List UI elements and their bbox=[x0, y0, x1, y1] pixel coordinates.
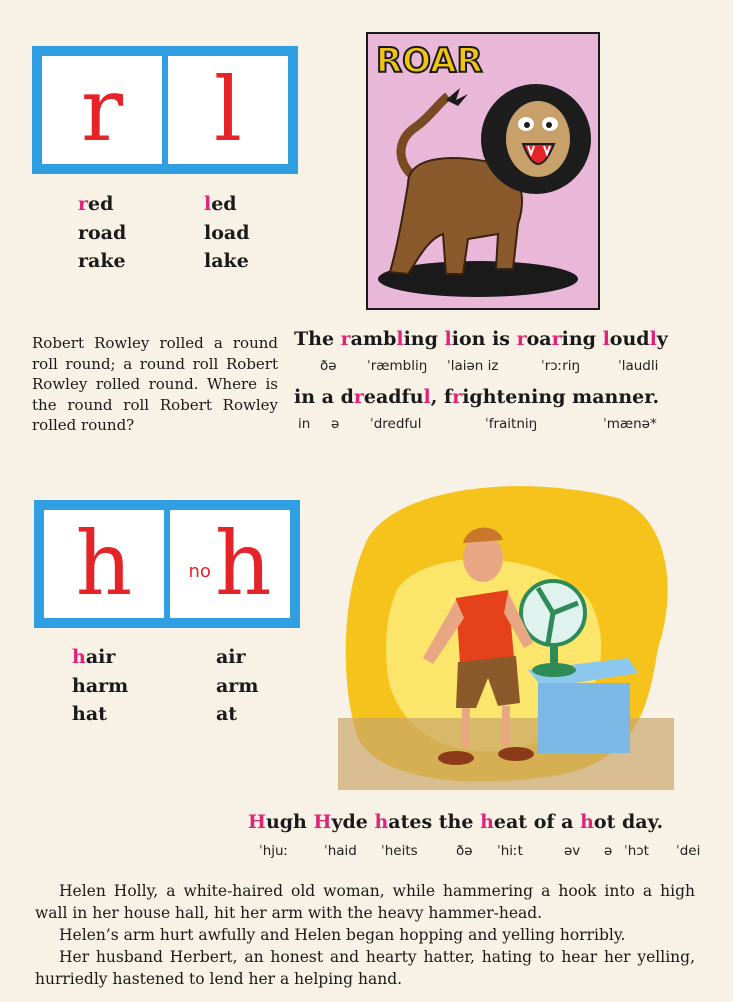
r-letter: r bbox=[80, 58, 124, 161]
hot-day-illustration bbox=[338, 478, 674, 790]
l-letter-cell bbox=[168, 56, 288, 164]
word-rake: rake bbox=[78, 250, 126, 272]
rl-letter-box bbox=[32, 46, 298, 174]
lion-sentence-line1: The rambling lion is roaring loudly bbox=[294, 328, 668, 350]
no-h-letter: h bbox=[214, 512, 272, 615]
roar-text: ROAR bbox=[376, 41, 483, 81]
word-arm: arm bbox=[216, 674, 259, 697]
robert-rowley-paragraph: Robert Rowley rolled a round roll round; a round roll Robert Rowley rolled round. Where is the round roll Robert Rowley rolled round? bbox=[32, 334, 278, 434]
word-load: load bbox=[204, 221, 250, 244]
word-led: led bbox=[204, 193, 237, 215]
word-red: red bbox=[78, 193, 114, 215]
word-road: road bbox=[78, 221, 127, 244]
word-air: air bbox=[216, 646, 246, 668]
lion-sentence-line2: in a dreadful, frightening manner. bbox=[294, 386, 660, 408]
h-letter: h bbox=[75, 512, 133, 615]
word-harm: harm bbox=[72, 674, 129, 697]
story-paragraph-1: Helen Holly, a white-haired old woman, while hammering a hook into a high wall in her house hall, hit her arm with the heavy hammer-head. bbox=[35, 882, 695, 922]
h-letter-box bbox=[34, 500, 300, 628]
helen-holly-story bbox=[35, 880, 695, 990]
lion-illustration bbox=[366, 32, 600, 310]
no-h-word-list bbox=[216, 643, 258, 729]
story-paragraph-3: Her husband Herbert, an honest and hearty hatter, hating to hear her yelling, hurriedly hastened to lend her a helping hand. bbox=[35, 948, 695, 988]
word-lake: lake bbox=[204, 250, 249, 272]
r-word-list bbox=[78, 190, 126, 276]
h-letter-cell bbox=[44, 510, 164, 618]
no-label: no bbox=[188, 560, 211, 582]
word-hair: hair bbox=[72, 646, 116, 668]
word-at: at bbox=[216, 703, 238, 725]
h-word-list bbox=[72, 643, 128, 729]
l-word-list bbox=[204, 190, 250, 276]
story-paragraph-2: Helen’s arm hurt awfully and Helen began hopping and yelling horribly. bbox=[59, 926, 626, 944]
no-h-letter-cell bbox=[170, 510, 290, 618]
hugh-sentence: Hugh Hyde hates the heat of a hot day. bbox=[248, 811, 664, 833]
word-hat: hat bbox=[72, 703, 107, 725]
l-letter: l bbox=[213, 58, 243, 161]
r-letter-cell bbox=[42, 56, 162, 164]
